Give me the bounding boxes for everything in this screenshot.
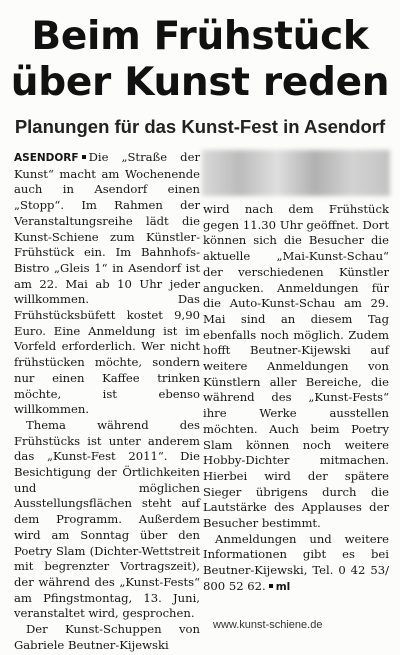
article-paragraph bbox=[203, 532, 389, 596]
dateline: ASENDORF bbox=[14, 152, 79, 164]
bullet-icon bbox=[82, 155, 86, 159]
article-paragraph bbox=[14, 150, 200, 418]
article-paragraph: Thema während des Frühstücks ist unter anderem das „Kunst-Fest 2011“. Die Besichtigung der Örtlichkeiten und möglichen Ausstellungsflächen steht auf dem Programm. Außerdem wird am Sonntag über den Poetry Slam (Dichter-Wettstreit mit begrenzter Vortragszeit), der während des „Kunst-Fests“ am Pfingstmontag, 13. Juni, veranstaltet wird, gesprochen. bbox=[14, 417, 200, 621]
paragraph-text: Anmeldungen und weitere Informationen gibt es bei Beutner-Kijewski, Tel. 0 42 53/ 800 52 62. bbox=[203, 531, 389, 593]
end-bullet-icon bbox=[269, 584, 273, 588]
article-column-left bbox=[14, 150, 200, 654]
article-paragraph: wird nach dem Frühstück gegen 11.30 Uhr geöffnet. Dort können sich die Besucher die aktuelle „Mai-Kunst-Schau“ der verschiedenen Künstler angucken. Anmeldungen für die Auto-Kunst-Schau am 29. Mai sind an diesem Tag ebenfalls noch möglich. Zudem hofft Beutner-Kijewski auf weitere Anmeldungen von Künstlern aller Bereiche, die während des „Kunst-Fests“ ihre Werke ausstellen möchten. Auch beim Poetry Slam können noch weitere Hobby-Dichter mitmachen. Hierbei wird der spätere Sieger übrigens durch die Lautstärke des Applauses der Besucher bestimmt. bbox=[203, 202, 389, 531]
article-paragraph: Der Kunst-Schuppen von Gabriele Beutner-Kijewski bbox=[14, 622, 200, 652]
article-subheadline: Planungen für das Kunst-Fest in Asendorf bbox=[14, 116, 386, 137]
article-column-right bbox=[203, 202, 389, 596]
website-link[interactable]: www.kunst-schiene.de bbox=[213, 619, 323, 631]
article-headline: Beim Frühstück über Kunst reden bbox=[10, 14, 390, 105]
paragraph-text: Die „Straße der Kunst“ macht am Wochenende auch in Asendorf einen „Stopp“. Im Rahmen der Veranstaltungsreihe lädt die Kunst-Schiene zum Künstler-Frühstück ein. Im Bahnhofs-Bistro „Gleis 1“ in Asendorf ist am 22. Mai ab 10 Uhr jeder willkommen. Das Frühstücksbüfett kostet 9,90 Euro. Eine Anmeldung ist im Vorfeld erforderlich. Wer nicht frühstücken möchte, sondern nur einen Kaffee trinken möchte, ist ebenso willkommen. bbox=[14, 150, 200, 417]
blurred-photo bbox=[202, 150, 390, 196]
author-initials: ml bbox=[275, 580, 291, 593]
